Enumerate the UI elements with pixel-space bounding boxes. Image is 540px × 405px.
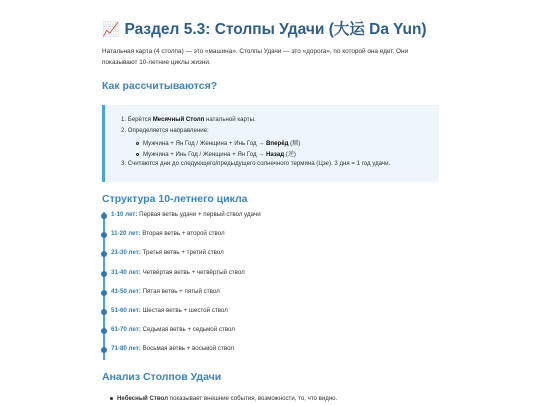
calc-step-1	[121, 116, 256, 123]
timeline-item-text	[111, 230, 225, 237]
calc-step-3: 3. Считаются дни до следующего/предыдущего солнечного термина (Цзе). 3 дня = 1 год удачи.	[121, 160, 391, 167]
timeline-dot-icon	[101, 347, 107, 353]
calc-sub-forward-suffix: (顺)	[288, 140, 301, 147]
calc-sub-forward-prefix: Мужчина + Ян Год / Женщина + Инь Год →	[143, 140, 267, 147]
timeline-desc: Шестая ветвь + шестой ствол	[142, 307, 228, 314]
calc-sub-backward-bold: Назад	[266, 151, 285, 158]
timeline-desc: Седьмая ветвь + седьмой ствол	[142, 326, 235, 334]
analysis-item-bold: Небесный Ствол	[117, 395, 168, 402]
page-title	[102, 17, 427, 39]
timeline-item-text	[111, 345, 234, 352]
calc-sub-backward-prefix: Мужчина + Инь Год / Женщина + Ян Год →	[143, 151, 267, 158]
timeline-years: 61-70 лет:	[111, 326, 141, 334]
timeline-years: 51-60 лет:	[111, 307, 141, 314]
timeline-years: 71-80 лет:	[111, 345, 141, 353]
timeline-years: 31-40 лет:	[111, 268, 141, 276]
timeline-desc: Вторая ветвь + второй ствол	[142, 230, 225, 238]
timeline-dot-icon	[101, 290, 107, 296]
timeline-desc: Первая ветвь удачи + первый ствол удачи	[139, 211, 261, 218]
calc-step-1-suffix: натальной карты.	[204, 116, 256, 123]
timeline-dot-icon	[101, 271, 107, 277]
bullet-icon	[136, 153, 139, 156]
analysis-list-item	[110, 395, 337, 402]
calc-heading: Как рассчитываются?	[102, 80, 218, 92]
timeline-desc: Восьмая ветвь + восьмой ствол	[142, 345, 234, 353]
calc-step-1-bold: Месячный Столп	[152, 116, 205, 123]
timeline-item-text	[111, 249, 224, 256]
timeline-item-text	[111, 307, 228, 314]
timeline-dot-icon	[101, 328, 107, 334]
timeline-item-text	[111, 288, 220, 295]
bullet-icon	[136, 142, 139, 145]
chart-increasing-icon: 📈	[102, 21, 120, 37]
timeline-dot-icon	[101, 213, 107, 219]
timeline-item-text	[111, 269, 245, 276]
analysis-item-text: показывает внешние события, возможности, то, что видно.	[168, 395, 338, 402]
timeline-years: 41-50 лет:	[111, 287, 141, 295]
analysis-heading: Анализ Столпов Удачи	[102, 371, 222, 383]
calc-sub-backward-suffix: (逆)	[284, 151, 296, 158]
page-title-text: Раздел 5.3: Столпы Удачи (大运 Da Yun)	[124, 21, 427, 38]
timeline-years: 21-30 лет:	[111, 249, 141, 257]
timeline-item-text	[111, 211, 261, 218]
calc-sub-backward	[136, 149, 296, 158]
calc-sub-forward-bold: Вперёд	[266, 140, 289, 147]
bullet-icon	[110, 397, 113, 400]
timeline-item-text	[111, 326, 235, 333]
intro-paragraph: Натальная карта (4 столпа) — это «машина». Столпы Удачи — это «дорога», по которой она едет. Они показывают 10-летние циклы жизни.	[102, 48, 409, 66]
calc-step-1-prefix: 1. Берётся	[121, 116, 153, 123]
timeline-dot-icon	[101, 309, 107, 315]
timeline-years: 11-20 лет:	[111, 230, 141, 238]
timeline-desc: Четвёртая ветвь + четвёртый ствол	[142, 268, 245, 276]
cycle-heading: Структура 10-летнего цикла	[102, 193, 248, 205]
calc-step-2: 2. Определяется направление:	[121, 127, 209, 134]
calc-sub-forward	[136, 138, 300, 147]
timeline-desc: Третья ветвь + третий ствол	[142, 249, 224, 257]
timeline-dot-icon	[101, 251, 107, 257]
calc-info-box	[102, 105, 439, 182]
timeline-dot-icon	[101, 232, 107, 238]
timeline-desc: Пятая ветвь + пятый ствол	[142, 287, 220, 295]
timeline-years: 1-10 лет:	[111, 211, 138, 218]
